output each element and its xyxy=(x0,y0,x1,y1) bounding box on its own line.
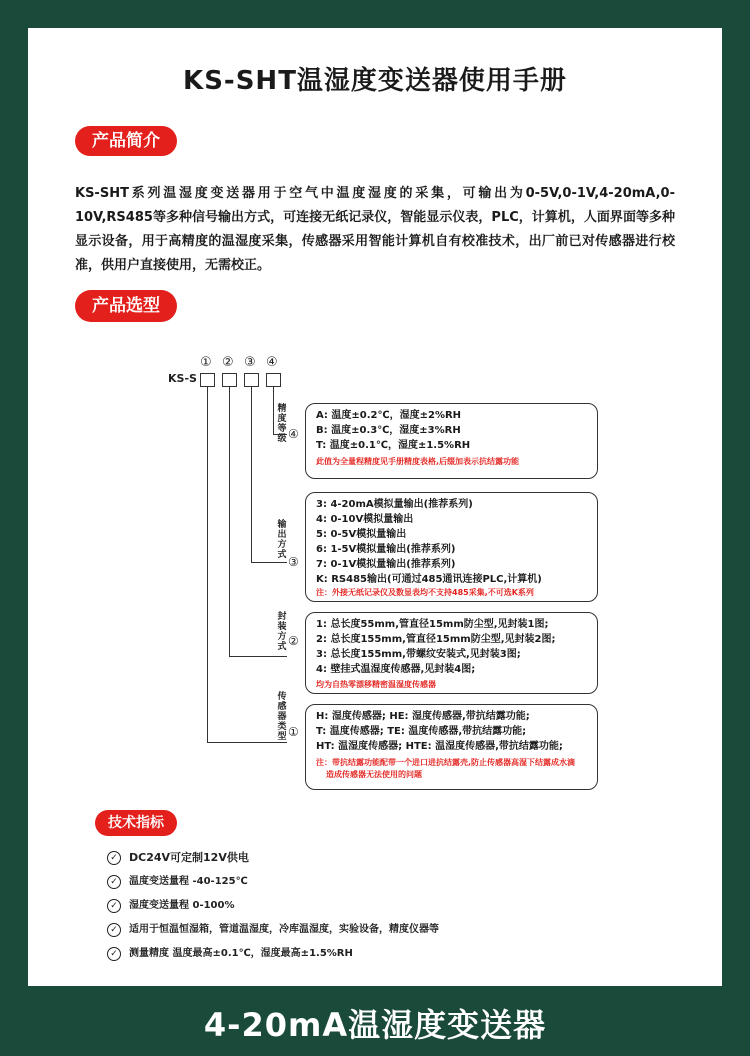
option-note-continued: 造成传感器无法使用的问题 xyxy=(326,770,422,779)
check-icon: ✓ xyxy=(107,875,121,889)
option-line: 6: 1-5V模拟量输出(推荐系列) xyxy=(316,544,456,555)
label-accuracy-grade: 精度等级 xyxy=(277,404,287,444)
connector-line-3 xyxy=(251,386,252,562)
option-line: 7: 0-1V模拟量输出(推荐系列) xyxy=(316,559,456,570)
check-icon: ✓ xyxy=(107,923,121,937)
spec-text: 测量精度 温度最高±0.1℃，湿度最高±1.5%RH xyxy=(129,948,353,959)
page-title: KS-SHT温湿度变送器使用手册 xyxy=(183,66,567,96)
option-line: HT: 温湿度传感器; HTE: 温湿度传感器,带抗结露功能; xyxy=(316,741,563,752)
connector-line-1 xyxy=(207,386,208,742)
check-icon: ✓ xyxy=(107,899,121,913)
position-number-1: ① xyxy=(200,355,212,370)
code-slot-3 xyxy=(244,373,259,387)
option-note: 均为自热零漂移精密温湿度传感器 xyxy=(316,680,436,689)
spec-text: 适用于恒温恒湿箱，管道温湿度，冷库温湿度，实验设备，精度仪器等 xyxy=(129,924,439,935)
sensor-options-box xyxy=(305,704,598,790)
option-line: 3: 总长度155mm,带螺纹安装式,见封装3图; xyxy=(316,649,521,660)
spec-item xyxy=(107,896,439,920)
option-line: A: 温度±0.2℃，湿度±2%RH xyxy=(316,410,462,421)
option-line: 4: 0-10V模拟量输出 xyxy=(316,514,414,525)
connector-line-2-h xyxy=(229,656,287,657)
label-sensor-type: 传感器类型 xyxy=(277,692,287,742)
code-slot-1 xyxy=(200,373,215,387)
spec-text: 温度变送量程 -40-125℃ xyxy=(129,876,248,887)
spec-list xyxy=(107,848,439,968)
spec-item xyxy=(107,944,439,968)
marker-2: ② xyxy=(288,634,299,648)
connector-line-1-h xyxy=(207,742,287,743)
marker-4: ④ xyxy=(288,427,299,441)
spec-item xyxy=(107,872,439,896)
option-note: 此值为全量程精度见手册精度表格,后缀加表示抗结露功能 xyxy=(316,457,520,466)
model-prefix: KS-S xyxy=(168,372,197,385)
intro-paragraph: KS-SHT系列温湿度变送器用于空气中温度湿度的采集，可输出为0-5V,0-1V,4-20mA,0-10V,RS485等多种信号输出方式，可连接无纸记录仪，智能显示仪表，PLC，计算机，人面界面等多种显示设备，用于高精度的温湿度采集，传感器采用智能计算机自有校准技术，出厂前已对传感器进行校准，供用户直接使用，无需校正。 xyxy=(75,186,675,273)
position-number-3: ③ xyxy=(244,355,256,370)
selection-heading-badge: 产品选型 xyxy=(75,290,177,322)
option-line: 2: 总长度155mm,管直径15mm防尘型,见封装2图; xyxy=(316,634,556,645)
connector-line-2 xyxy=(229,386,230,656)
option-line: 1: 总长度55mm,管直径15mm防尘型,见封装1图; xyxy=(316,619,549,630)
accuracy-options-box xyxy=(305,403,598,479)
option-line: B: 温度±0.3℃，湿度±3%RH xyxy=(316,425,461,436)
position-number-2: ② xyxy=(222,355,234,370)
marker-1: ① xyxy=(288,725,299,739)
intro-heading-badge: 产品简介 xyxy=(75,126,177,156)
check-icon: ✓ xyxy=(107,947,121,961)
option-note: 注：外接无纸记录仪及数显表均不支持485采集,不可选K系列 xyxy=(316,588,534,597)
spec-item xyxy=(107,848,439,872)
marker-3: ③ xyxy=(288,555,299,569)
footer-title: 4-20mA温湿度变送器 xyxy=(203,1006,547,1044)
option-line: 3: 4-20mA模拟量输出(推荐系列) xyxy=(316,499,473,510)
option-line: T: 温度±0.1℃，湿度±1.5%RH xyxy=(316,440,471,451)
check-icon: ✓ xyxy=(107,851,121,865)
connector-line-4 xyxy=(273,386,274,434)
label-output-mode: 输出方式 xyxy=(277,520,287,560)
option-line: 5: 0-5V模拟量输出 xyxy=(316,529,407,540)
spec-text: 湿度变送量程 0-100% xyxy=(129,900,235,911)
code-slot-2 xyxy=(222,373,237,387)
spec-text: DC24V可定制12V供电 xyxy=(129,851,249,864)
option-line: T: 温度传感器; TE: 温度传感器,带抗结露功能; xyxy=(316,726,527,737)
connector-line-3-h xyxy=(251,562,287,563)
output-options-box xyxy=(305,492,598,602)
option-note: 注：带抗结露功能配带一个进口进抗结露壳,防止传感器高湿下结露成水滴 xyxy=(316,758,576,767)
label-package-type: 封装方式 xyxy=(277,612,287,652)
position-number-4: ④ xyxy=(266,355,278,370)
package-options-box xyxy=(305,612,598,694)
spec-item xyxy=(107,920,439,944)
specs-heading-badge: 技术指标 xyxy=(95,810,177,836)
option-line: 4: 壁挂式温湿度传感器,见封装4图; xyxy=(316,664,476,675)
option-line: K: RS485输出(可通过485通讯连接PLC,计算机) xyxy=(316,574,542,585)
code-slot-4 xyxy=(266,373,281,387)
option-line: H: 湿度传感器; HE: 湿度传感器,带抗结露功能; xyxy=(316,711,530,722)
